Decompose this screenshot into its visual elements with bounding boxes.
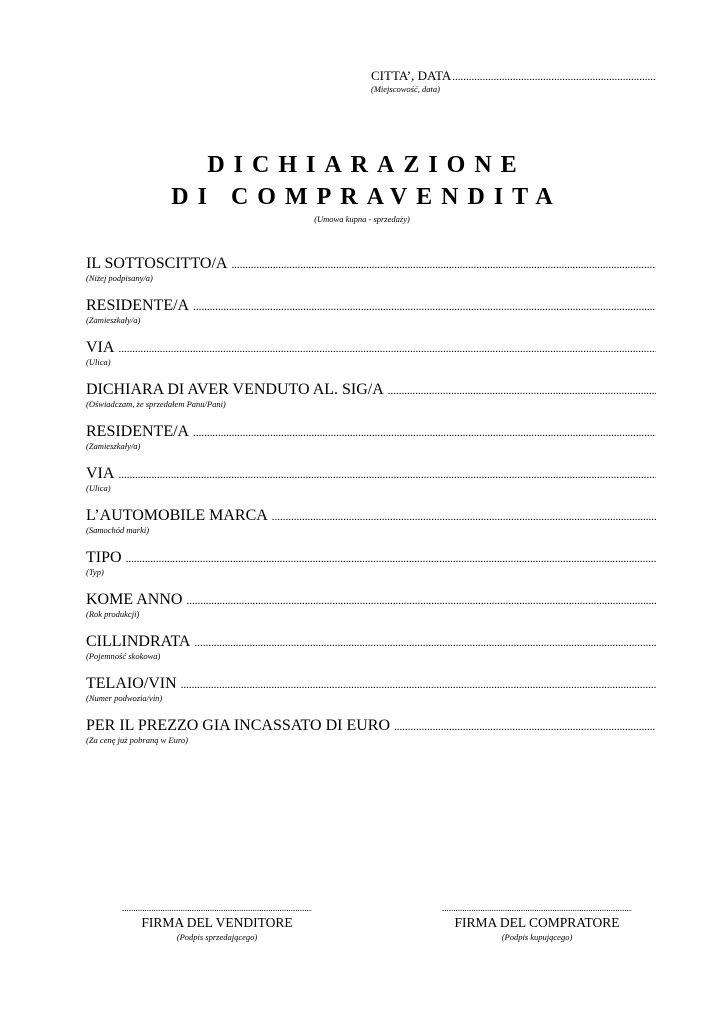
field-car-type[interactable] bbox=[86, 549, 656, 591]
seller-signature-subtitle: (Podpis sprzedającego) bbox=[176, 932, 258, 942]
field-subtitle: (Za cenę już pobraną w Euro) bbox=[86, 735, 188, 745]
field-subtitle: (Rok produkcji) bbox=[86, 609, 140, 619]
title-subtitle: (Umowa kupna - sprzedaży) bbox=[314, 214, 410, 224]
field-subtitle: (Typ) bbox=[86, 567, 104, 577]
field-label: KOME ANNO bbox=[86, 591, 183, 608]
field-dotted-line[interactable] bbox=[394, 721, 656, 733]
field-label: L’AUTOMOBILE MARCA bbox=[86, 507, 268, 524]
field-dotted-line[interactable] bbox=[272, 511, 656, 523]
field-label: VIA bbox=[86, 339, 115, 356]
place-date-subtitle: (Miejscowość, data) bbox=[371, 84, 440, 94]
field-dotted-line[interactable] bbox=[193, 427, 656, 439]
buyer-signature-line[interactable] bbox=[442, 905, 632, 913]
field-dotted-line[interactable] bbox=[126, 553, 656, 565]
field-subtitle: (Niżej podpisany/a) bbox=[86, 273, 153, 283]
field-label: PER IL PREZZO GIA INCASSATO DI EURO bbox=[86, 717, 391, 734]
title-line-2: DI COMPRAVENDITA bbox=[171, 184, 562, 210]
field-dotted-line[interactable] bbox=[118, 343, 656, 355]
field-engine-capacity[interactable] bbox=[86, 633, 656, 675]
place-date-field[interactable] bbox=[371, 68, 656, 94]
field-chassis-vin[interactable] bbox=[86, 675, 656, 717]
field-production-year[interactable] bbox=[86, 591, 656, 633]
buyer-signature-subtitle: (Podpis kupującego) bbox=[501, 932, 573, 942]
field-dotted-line[interactable] bbox=[388, 385, 656, 397]
buyer-signature-label: FIRMA DEL COMPRATORE bbox=[454, 915, 620, 930]
field-seller-name[interactable] bbox=[86, 255, 656, 297]
field-buyer-street[interactable] bbox=[86, 465, 656, 507]
field-label: RESIDENTE/A bbox=[86, 423, 190, 440]
field-subtitle: (Zamieszkały/a) bbox=[86, 315, 141, 325]
field-price[interactable] bbox=[86, 717, 656, 759]
field-label: RESIDENTE/A bbox=[86, 297, 190, 314]
field-buyer-name[interactable] bbox=[86, 381, 656, 423]
seller-signature[interactable] bbox=[122, 905, 312, 942]
field-label: CILLINDRATA bbox=[86, 633, 191, 650]
field-dotted-line[interactable] bbox=[194, 637, 656, 649]
place-date-dotted-line[interactable] bbox=[452, 71, 656, 83]
field-subtitle: (Ulica) bbox=[86, 483, 111, 493]
field-dotted-line[interactable] bbox=[181, 679, 656, 691]
field-label: TELAIO/VIN bbox=[86, 675, 177, 692]
seller-signature-label: FIRMA DEL VENDITORE bbox=[141, 915, 293, 930]
field-subtitle: (Numer podwozia/vin) bbox=[86, 693, 163, 703]
field-seller-residence[interactable] bbox=[86, 297, 656, 339]
field-dotted-line[interactable] bbox=[193, 301, 656, 313]
field-subtitle: (Pojemność skokowa) bbox=[86, 651, 161, 661]
place-date-label: CITTA’, DATA bbox=[371, 68, 452, 83]
buyer-signature[interactable] bbox=[442, 905, 632, 942]
field-car-make[interactable] bbox=[86, 507, 656, 549]
field-subtitle: (Zamieszkały/a) bbox=[86, 441, 141, 451]
field-label: TIPO bbox=[86, 549, 122, 566]
form-fields bbox=[86, 255, 656, 759]
field-dotted-line[interactable] bbox=[118, 469, 656, 481]
field-label: DICHIARA DI AVER VENDUTO AL. SIG/A bbox=[86, 381, 384, 398]
title-line-1: DICHIARAZIONE bbox=[207, 152, 526, 178]
field-subtitle: (Oświadczam, że sprzedałem Panu/Pani) bbox=[86, 399, 226, 409]
field-seller-street[interactable] bbox=[86, 339, 656, 381]
field-buyer-residence[interactable] bbox=[86, 423, 656, 465]
field-label: IL SOTTOSCITTO/A bbox=[86, 255, 228, 272]
field-subtitle: (Ulica) bbox=[86, 357, 111, 367]
field-label: VIA bbox=[86, 465, 115, 482]
field-dotted-line[interactable] bbox=[231, 259, 656, 271]
field-dotted-line[interactable] bbox=[186, 595, 656, 607]
field-subtitle: (Samochód marki) bbox=[86, 525, 150, 535]
seller-signature-line[interactable] bbox=[122, 905, 312, 913]
